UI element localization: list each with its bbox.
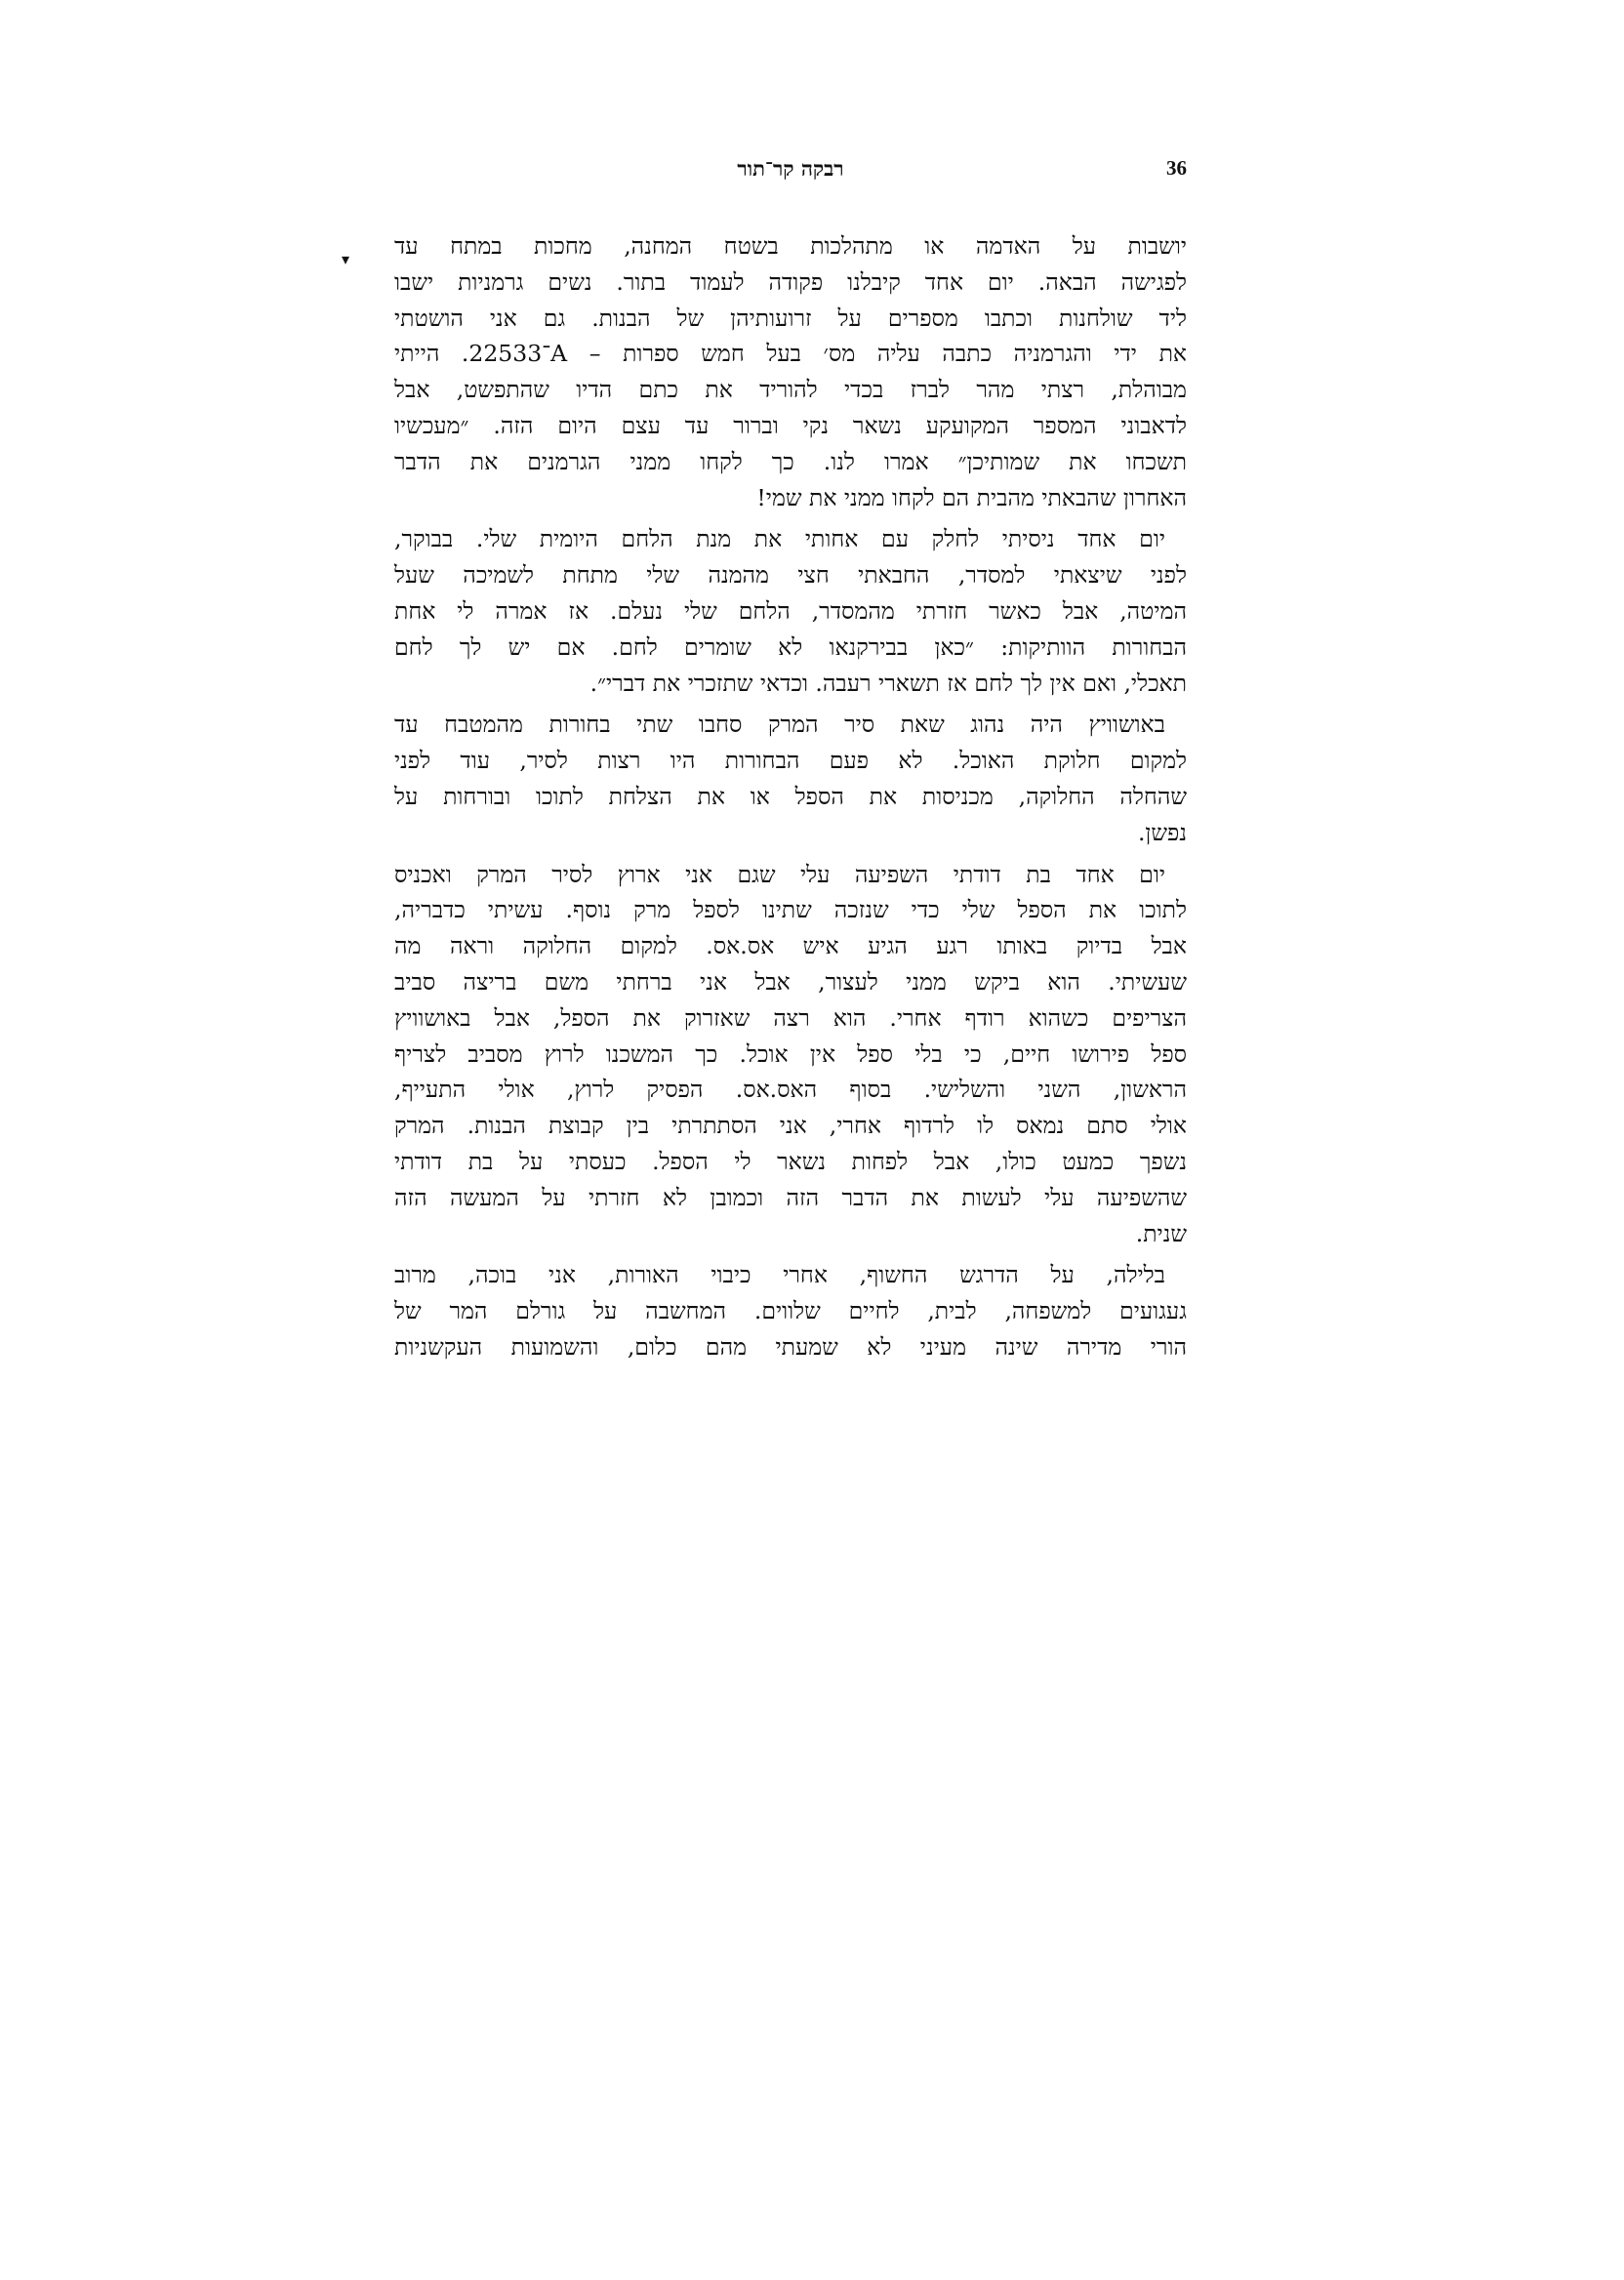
body-text [394,228,1187,1371]
text-line: ליד שולחנות וכתבו מספרים על זרועותיהן של הבנות. גם אני הושטתי [394,304,1187,332]
text-line: תשכחו את שמותיכן״ אמרו לנו. כך לקחו ממני הגרמנים את הדבר [394,447,1187,475]
text-line: לפני שיצאתי למסדר, החבאתי חצי מהמנה שלי מתחת לשמיכה שעל [394,561,1187,590]
text-line: נשפך כמעט כולו, אבל לפחות נשאר לי הספל. כעסתי על בת דודתי [394,1147,1187,1175]
text-line: את ידי והגרמניה כתבה עליה מס׳ בעל חמש ספרות – A־22533. הייתי [394,340,1187,368]
paragraph [394,857,1187,1252]
text-line: תאכלי, ואם אין לך לחם אז תשארי רעבה. וכדאי שתזכרי את דברי״. [589,669,1187,697]
text-line: געגועים למשפחה, לבית, לחיים שלווים. המחשבה על גורלם המר של [394,1297,1187,1325]
text-line: יושבות על האדמה או מתהלכות בשטח המחנה, מחכות במתח עד [394,232,1187,260]
paragraph [394,521,1187,701]
text-line: שנית. [1135,1219,1187,1247]
text-line: למקום חלוקת האוכל. לא פעם הבחורות היו רצות לסיר, עוד לפני [394,747,1187,775]
text-line: הבחורות הוותיקות: ״כאן בבירקנאו לא שומרים לחם. אם יש לך לחם [394,632,1187,661]
paragraph [394,707,1187,850]
text-line: אבל בדיוק באותו רגע הגיע איש אס.אס. למקום החלוקה וראה מה [394,932,1187,960]
running-title: רבקה קר־תור [737,156,844,181]
text-line: שהחלה החלוקה, מכניסות את הספל או את הצלחת לתוכו ובורחות על [394,782,1187,810]
text-line: שהשפיעה עלי לעשות את הדבר הזה וכמובן לא חזרתי על המעשה הזה [394,1183,1187,1211]
text-line: שעשיתי. הוא ביקש ממני לעצור, אבל אני ברחתי משם בריצה סביב [394,967,1187,996]
text-line: לפגישה הבאה. יום אחד קיבלנו פקודה לעמוד בתור. נשים גרמניות ישבו [394,267,1187,296]
running-header [394,156,1187,195]
text-line: לתוכו את הספל שלי כדי שנזכה שתינו לספל מרק נוסף. עשיתי כדבריה, [394,896,1187,924]
text-line: הצריפים כשהוא רודף אחרי. הוא רצה שאזרוק את הספל, אבל באושוויץ [394,1003,1187,1032]
text-line: ספל פירושו חיים, כי בלי ספל אין אוכל. כך המשכנו לרוץ מסביב לצריף [394,1039,1187,1068]
text-line: המיטה, אבל כאשר חזרתי מהמסדר, הלחם שלי נעלם. אז אמרה לי אחת [394,596,1187,625]
text-line: הורי מדירה שינה מעיני לא שמעתי מהם כלום, והשמועות העקשניות [394,1332,1187,1361]
text-line: בלילה, על הדרגש החשוף, אחרי כיבוי האורות, אני בוכה, מרוב [394,1261,1165,1289]
text-line: יום אחד בת דודתי השפיעה עלי שגם אני ארוץ לסיר המרק ואכניס [394,860,1165,888]
text-line: מבוהלת, רצתי מהר לברז בכדי להוריד את כתם הדיו שהתפשט, אבל [394,376,1187,404]
text-line: לדאבוני המספר המקועקע נשאר נקי וברור עד עצם היום הזה. ״מעכשיו [394,411,1187,439]
text-line: הראשון, השני והשלישי. בסוף האס.אס. הפסיק לרוץ, אולי התעייף, [394,1076,1187,1104]
paragraph [394,228,1187,515]
margin-mark: ▾ [342,250,350,268]
text-line: נפשן. [1137,818,1187,846]
paragraph [394,1257,1187,1364]
text-line: יום אחד ניסיתי לחלק עם אחותי את מנת הלחם היומית שלי. בבוקר, [394,525,1165,553]
text-line: האחרון שהבאתי מהבית הם לקחו ממני את שמי! [756,483,1187,511]
page-number: 36 [1166,156,1187,180]
text-line: אולי סתם נמאס לו לרדוף אחרי, אני הסתתרתי בין קבוצת הבנות. המרק [394,1112,1187,1140]
text-line: באושוויץ היה נהוג שאת סיר המרק סחבו שתי בחורות מהמטבח עד [394,711,1165,739]
